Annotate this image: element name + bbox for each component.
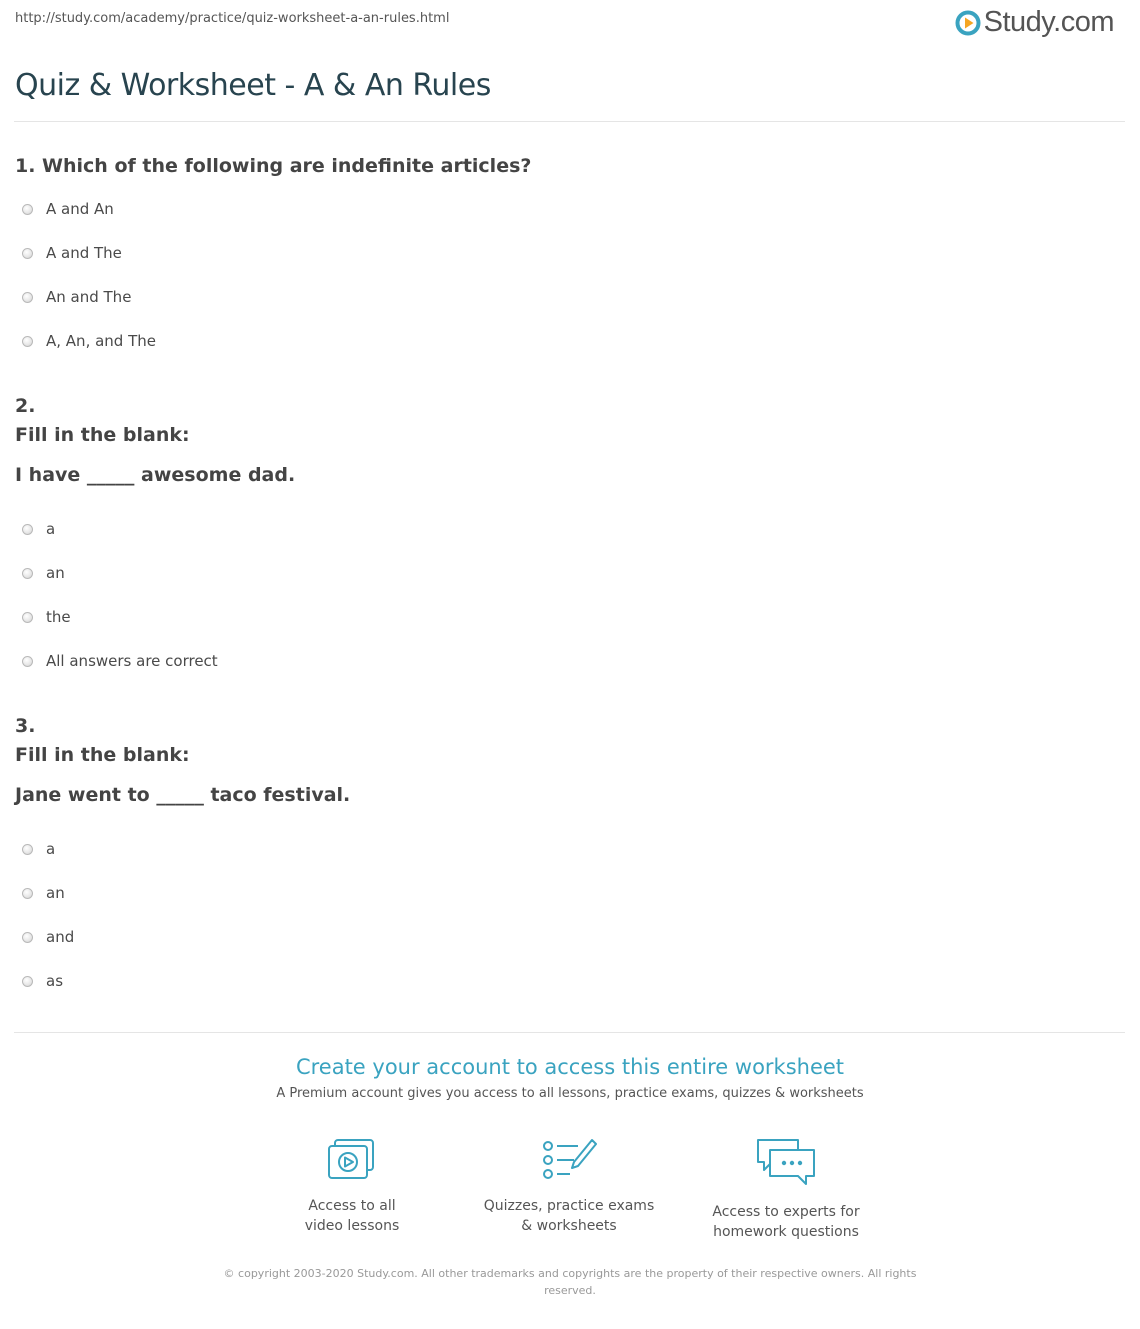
option-label: An and The [46, 288, 132, 306]
question-1-option[interactable] [22, 200, 114, 218]
radio-button[interactable] [22, 524, 33, 535]
option-label: the [46, 608, 71, 626]
feature-video-lessons [252, 1138, 452, 1236]
logo-text: Study.com [983, 6, 1114, 38]
header-divider [14, 121, 1125, 122]
page-url: http://study.com/academy/practice/quiz-worksheet-a-an-rules.html [15, 11, 450, 26]
question-3-option[interactable] [22, 840, 55, 858]
video-lessons-icon [325, 1138, 379, 1182]
radio-button[interactable] [22, 844, 33, 855]
radio-button[interactable] [22, 888, 33, 899]
study-logo[interactable] [955, 6, 1114, 39]
create-account-link[interactable]: Create your account to access this entire worksheet [295, 1055, 845, 1079]
question-2-sentence: I have _____ awesome dad. [15, 464, 296, 486]
option-label: as [46, 972, 64, 990]
option-label: All answers are correct [46, 652, 218, 670]
question-2-prompt: Fill in the blank: [15, 424, 190, 446]
radio-button[interactable] [22, 932, 33, 943]
play-logo-icon [955, 10, 981, 36]
feature-line: & worksheets [521, 1218, 617, 1234]
feature-line: Access to experts for [712, 1204, 860, 1220]
option-label: a [46, 520, 56, 538]
page-title: Quiz & Worksheet - A & An Rules [15, 68, 491, 103]
radio-button[interactable] [22, 248, 33, 259]
radio-button[interactable] [22, 976, 33, 987]
feature-line: Access to all [308, 1198, 396, 1214]
question-3-sentence: Jane went to _____ taco festival. [15, 784, 351, 806]
premium-description: A Premium account gives you access to all lessons, practice exams, quizzes & worksheets [276, 1086, 864, 1101]
radio-button[interactable] [22, 292, 33, 303]
option-label: A, An, and The [46, 332, 156, 350]
question-1-text: 1. Which of the following are indefinite articles? [15, 155, 532, 177]
question-2-option[interactable] [22, 520, 55, 538]
option-label: an [46, 564, 65, 582]
option-label: and [46, 928, 75, 946]
question-2-number: 2. [15, 395, 36, 417]
radio-button[interactable] [22, 204, 33, 215]
question-2-option[interactable] [22, 608, 71, 626]
footer-line: reserved. [544, 1284, 596, 1297]
question-3-number: 3. [15, 715, 36, 737]
copyright-footer [0, 1265, 1140, 1299]
radio-button[interactable] [22, 612, 33, 623]
option-label: an [46, 884, 65, 902]
question-3-prompt: Fill in the blank: [15, 744, 190, 766]
question-2-option[interactable] [22, 564, 65, 582]
question-1-option[interactable] [22, 244, 122, 262]
question-2-option[interactable] [22, 652, 218, 670]
feature-line: homework questions [713, 1224, 859, 1240]
radio-button[interactable] [22, 336, 33, 347]
feature-quizzes [469, 1138, 669, 1236]
content-divider [14, 1032, 1125, 1033]
footer-line: © copyright 2003-2020 Study.com. All other trademarks and copyrights are the property of their respective owners. All rights [223, 1267, 917, 1280]
feature-line: video lessons [304, 1218, 400, 1234]
question-3-option[interactable] [22, 884, 65, 902]
feature-line: Quizzes, practice exams [483, 1198, 655, 1214]
question-3-option[interactable] [22, 928, 74, 946]
radio-button[interactable] [22, 656, 33, 667]
radio-button[interactable] [22, 568, 33, 579]
option-label: A and An [46, 200, 114, 218]
feature-experts [686, 1138, 886, 1242]
question-1-option[interactable] [22, 288, 131, 306]
question-3-option[interactable] [22, 972, 63, 990]
chat-bubbles-icon [754, 1138, 818, 1188]
question-1-option[interactable] [22, 332, 156, 350]
quiz-list-icon [540, 1138, 598, 1182]
option-label: A and The [46, 244, 122, 262]
option-label: a [46, 840, 56, 858]
